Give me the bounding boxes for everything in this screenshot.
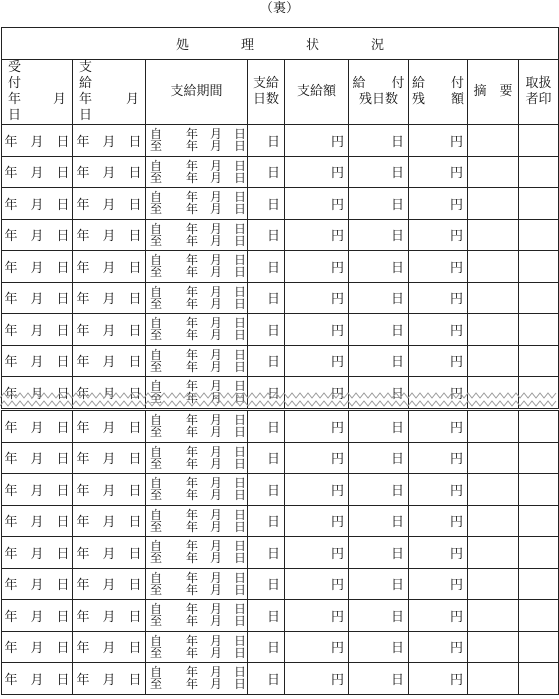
paid-date-cell[interactable]: 年 月 日 — [73, 345, 146, 377]
period-from-line: 自 年 月 日 — [150, 570, 247, 585]
period-cell[interactable] — [146, 663, 248, 695]
header-days — [248, 60, 285, 125]
days-cell[interactable]: 日 — [248, 314, 285, 346]
period-cell[interactable] — [146, 568, 248, 600]
amount-cell[interactable]: 円 — [285, 156, 349, 188]
handler-seal-cell[interactable] — [519, 505, 559, 537]
period-from-line: 自 年 月 日 — [150, 127, 247, 142]
remarks-cell[interactable] — [468, 505, 519, 537]
paid-date-cell[interactable]: 年 月 日 — [73, 219, 146, 251]
remaining-amount-cell[interactable]: 円 — [409, 537, 468, 569]
days-cell[interactable]: 日 — [248, 188, 285, 220]
period-to-line: 至 年 月 日 — [150, 456, 247, 471]
period-cell[interactable] — [146, 282, 248, 314]
table-row — [2, 219, 559, 251]
table-row — [2, 411, 559, 443]
paid-date-cell[interactable]: 年 月 日 — [73, 442, 146, 474]
period-from-line: 自 年 月 日 — [150, 253, 247, 268]
remaining-days-cell[interactable]: 日 — [349, 188, 409, 220]
header-paid-line1: 支 給 — [79, 60, 132, 91]
period-cell[interactable] — [146, 411, 248, 443]
period-to-line: 至 年 月 日 — [150, 582, 247, 597]
received-date-cell[interactable]: 年 月 日 — [2, 377, 73, 409]
table-row — [2, 282, 559, 314]
header-amount: 支給額 — [285, 60, 349, 125]
remaining-days-cell[interactable]: 日 — [349, 219, 409, 251]
remaining-days-cell[interactable]: 日 — [349, 568, 409, 600]
handler-seal-cell[interactable] — [519, 314, 559, 346]
received-date-cell[interactable]: 年 月 日 — [2, 251, 73, 283]
remarks-cell[interactable] — [468, 631, 519, 663]
remaining-amount-cell[interactable]: 円 — [409, 345, 468, 377]
amount-cell[interactable]: 円 — [285, 537, 349, 569]
received-date-cell[interactable]: 年 月 日 — [2, 219, 73, 251]
period-from-line: 自 年 月 日 — [150, 539, 247, 554]
remarks-cell[interactable] — [468, 345, 519, 377]
period-to-line: 至 年 月 日 — [150, 677, 247, 692]
period-to-line: 至 年 月 日 — [150, 139, 247, 154]
days-cell[interactable]: 日 — [248, 537, 285, 569]
period-to-line: 至 年 月 日 — [150, 328, 247, 343]
period-to-line: 至 年 月 日 — [150, 233, 247, 248]
remaining-days-cell[interactable]: 日 — [349, 663, 409, 695]
header-days-line1: 支給 — [252, 76, 279, 91]
received-date-cell[interactable]: 年 月 日 — [2, 537, 73, 569]
header-remaining-amount — [409, 60, 468, 125]
amount-cell[interactable]: 円 — [285, 442, 349, 474]
header-received-line2: 年 月 日 — [8, 92, 80, 123]
paid-date-cell[interactable]: 年 月 日 — [73, 411, 146, 443]
remaining-days-cell[interactable]: 日 — [349, 156, 409, 188]
header-received-line1: 受 付 — [8, 60, 61, 91]
header-handler-seal — [519, 60, 559, 125]
amount-cell[interactable]: 円 — [285, 125, 349, 157]
received-date-cell[interactable]: 年 月 日 — [2, 125, 73, 157]
header-paid-line2: 年 月 日 — [79, 92, 153, 123]
header-handler-line2: 者印 — [525, 92, 552, 107]
table-row — [2, 345, 559, 377]
table-row — [2, 474, 559, 506]
period-from-line: 自 年 月 日 — [150, 379, 247, 394]
period-from-line: 自 年 月 日 — [150, 158, 247, 173]
remarks-cell[interactable] — [468, 219, 519, 251]
paid-date-cell[interactable]: 年 月 日 — [73, 663, 146, 695]
paid-date-cell[interactable]: 年 月 日 — [73, 505, 146, 537]
period-from-line: 自 年 月 日 — [150, 476, 247, 491]
handler-seal-cell[interactable] — [519, 125, 559, 157]
remarks-cell[interactable] — [468, 442, 519, 474]
remaining-amount-cell[interactable]: 円 — [409, 125, 468, 157]
days-cell[interactable]: 日 — [248, 411, 285, 443]
remaining-days-cell[interactable]: 日 — [349, 377, 409, 409]
period-cell[interactable] — [146, 251, 248, 283]
processing-status-table-lower — [1, 410, 558, 695]
days-cell[interactable]: 日 — [248, 442, 285, 474]
table-row — [2, 568, 559, 600]
period-to-line: 至 年 月 日 — [150, 551, 247, 566]
amount-cell[interactable]: 円 — [285, 377, 349, 409]
period-to-line: 至 年 月 日 — [150, 391, 247, 406]
period-cell[interactable] — [146, 125, 248, 157]
period-cell[interactable] — [146, 505, 248, 537]
paid-date-cell[interactable]: 年 月 日 — [73, 251, 146, 283]
received-date-cell[interactable]: 年 月 日 — [2, 505, 73, 537]
remaining-days-cell[interactable]: 日 — [349, 600, 409, 632]
remarks-cell[interactable] — [468, 251, 519, 283]
received-date-cell[interactable]: 年 月 日 — [2, 156, 73, 188]
amount-cell[interactable]: 円 — [285, 251, 349, 283]
amount-cell[interactable]: 円 — [285, 631, 349, 663]
remarks-cell[interactable] — [468, 411, 519, 443]
handler-seal-cell[interactable] — [519, 411, 559, 443]
paid-date-cell[interactable]: 年 月 日 — [73, 377, 146, 409]
period-from-line: 自 年 月 日 — [150, 507, 247, 522]
table-row — [2, 537, 559, 569]
page-side-label: （裏） — [259, 1, 299, 16]
upper-rows — [2, 125, 559, 409]
table-row — [2, 251, 559, 283]
paid-date-cell[interactable]: 年 月 日 — [73, 537, 146, 569]
period-from-line: 自 年 月 日 — [150, 602, 247, 617]
paid-date-cell[interactable]: 年 月 日 — [73, 156, 146, 188]
table-row — [2, 600, 559, 632]
handler-seal-cell[interactable] — [519, 219, 559, 251]
header-remaining-amount-line2: 残 額 — [411, 92, 464, 107]
period-from-line: 自 年 月 日 — [150, 347, 247, 362]
days-cell[interactable]: 日 — [248, 631, 285, 663]
remaining-amount-cell[interactable]: 円 — [409, 219, 468, 251]
paid-date-cell[interactable]: 年 月 日 — [73, 631, 146, 663]
period-from-line: 自 年 月 日 — [150, 221, 247, 236]
days-cell[interactable]: 日 — [248, 219, 285, 251]
amount-cell[interactable]: 円 — [285, 219, 349, 251]
days-cell[interactable]: 日 — [248, 125, 285, 157]
table-row — [2, 663, 559, 695]
remarks-cell[interactable] — [468, 474, 519, 506]
amount-cell[interactable]: 円 — [285, 282, 349, 314]
period-to-line: 至 年 月 日 — [150, 170, 247, 185]
handler-seal-cell[interactable] — [519, 156, 559, 188]
received-date-cell[interactable]: 年 月 日 — [2, 411, 73, 443]
days-cell[interactable]: 日 — [248, 568, 285, 600]
period-to-line: 至 年 月 日 — [150, 488, 247, 503]
paid-date-cell[interactable]: 年 月 日 — [73, 125, 146, 157]
days-cell[interactable]: 日 — [248, 282, 285, 314]
handler-seal-cell[interactable] — [519, 600, 559, 632]
received-date-cell[interactable]: 年 月 日 — [2, 663, 73, 695]
days-cell[interactable]: 日 — [248, 505, 285, 537]
remaining-amount-cell[interactable]: 円 — [409, 282, 468, 314]
days-cell[interactable]: 日 — [248, 156, 285, 188]
header-received-date — [2, 60, 80, 125]
remaining-days-cell[interactable]: 日 — [349, 411, 409, 443]
table-row — [2, 314, 559, 346]
table-row — [2, 156, 559, 188]
remaining-amount-cell[interactable]: 円 — [409, 568, 468, 600]
table-row — [2, 125, 559, 157]
lower-rows — [2, 411, 559, 695]
amount-cell[interactable]: 円 — [285, 474, 349, 506]
received-date-cell[interactable]: 年 月 日 — [2, 442, 73, 474]
amount-cell[interactable]: 円 — [285, 663, 349, 695]
header-remaining-days-line2: 残日数 — [358, 92, 398, 107]
days-cell[interactable]: 日 — [248, 345, 285, 377]
paid-date-cell[interactable]: 年 月 日 — [73, 600, 146, 632]
period-to-line: 至 年 月 日 — [150, 645, 247, 660]
remarks-cell[interactable] — [468, 663, 519, 695]
period-cell[interactable] — [146, 156, 248, 188]
handler-seal-cell[interactable] — [519, 663, 559, 695]
remarks-cell[interactable] — [468, 568, 519, 600]
period-from-line: 自 年 月 日 — [150, 190, 247, 205]
table-row — [2, 631, 559, 663]
remaining-days-cell[interactable]: 日 — [349, 505, 409, 537]
remaining-days-cell[interactable]: 日 — [349, 251, 409, 283]
remaining-amount-cell[interactable]: 円 — [409, 474, 468, 506]
remaining-amount-cell[interactable]: 円 — [409, 631, 468, 663]
period-from-line: 自 年 月 日 — [150, 413, 247, 428]
header-remaining-amount-line1: 給 付 — [411, 76, 464, 91]
table-row — [2, 442, 559, 474]
days-cell[interactable]: 日 — [248, 251, 285, 283]
period-to-line: 至 年 月 日 — [150, 359, 247, 374]
remarks-cell[interactable] — [468, 537, 519, 569]
period-from-line: 自 年 月 日 — [150, 665, 247, 680]
received-date-cell[interactable]: 年 月 日 — [2, 188, 73, 220]
remaining-days-cell[interactable]: 日 — [349, 442, 409, 474]
remarks-cell[interactable] — [468, 314, 519, 346]
period-cell[interactable] — [146, 345, 248, 377]
amount-cell[interactable]: 円 — [285, 188, 349, 220]
remaining-amount-cell[interactable]: 円 — [409, 505, 468, 537]
remaining-amount-cell[interactable]: 円 — [409, 314, 468, 346]
handler-seal-cell[interactable] — [519, 537, 559, 569]
amount-cell[interactable]: 円 — [285, 411, 349, 443]
remaining-amount-cell[interactable]: 円 — [409, 251, 468, 283]
remaining-days-cell[interactable]: 日 — [349, 282, 409, 314]
remarks-cell[interactable] — [468, 282, 519, 314]
omission-break-line — [0, 389, 559, 410]
received-date-cell[interactable]: 年 月 日 — [2, 345, 73, 377]
period-cell[interactable] — [146, 219, 248, 251]
period-to-line: 至 年 月 日 — [150, 265, 247, 280]
remaining-amount-cell[interactable]: 円 — [409, 188, 468, 220]
received-date-cell[interactable]: 年 月 日 — [2, 600, 73, 632]
period-cell[interactable] — [146, 631, 248, 663]
handler-seal-cell[interactable] — [519, 345, 559, 377]
period-from-line: 自 年 月 日 — [150, 444, 247, 459]
received-date-cell[interactable]: 年 月 日 — [2, 631, 73, 663]
days-cell[interactable]: 日 — [248, 474, 285, 506]
remaining-days-cell[interactable]: 日 — [349, 345, 409, 377]
paid-date-cell[interactable]: 年 月 日 — [73, 568, 146, 600]
header-handler-line1: 取扱 — [525, 76, 552, 91]
period-to-line: 至 年 月 日 — [150, 202, 247, 217]
period-cell[interactable] — [146, 188, 248, 220]
amount-cell[interactable]: 円 — [285, 345, 349, 377]
remarks-cell[interactable] — [468, 125, 519, 157]
header-remaining-days-line1: 給 付 — [352, 76, 405, 91]
remaining-days-cell[interactable]: 日 — [349, 125, 409, 157]
remaining-amount-cell[interactable]: 円 — [409, 156, 468, 188]
table-title: 処 理 状 況 — [2, 28, 559, 60]
paid-date-cell[interactable]: 年 月 日 — [73, 474, 146, 506]
received-date-cell[interactable]: 年 月 日 — [2, 568, 73, 600]
handler-seal-cell[interactable] — [519, 442, 559, 474]
header-paid-date — [73, 60, 153, 125]
period-cell[interactable] — [146, 314, 248, 346]
remarks-cell[interactable] — [468, 600, 519, 632]
period-cell[interactable] — [146, 474, 248, 506]
remaining-amount-cell[interactable]: 円 — [409, 442, 468, 474]
amount-cell[interactable]: 円 — [285, 314, 349, 346]
remaining-amount-cell[interactable]: 円 — [409, 411, 468, 443]
period-cell[interactable] — [146, 537, 248, 569]
received-date-cell[interactable]: 年 月 日 — [2, 474, 73, 506]
handler-seal-cell[interactable] — [519, 188, 559, 220]
period-cell[interactable] — [146, 442, 248, 474]
remaining-days-cell[interactable]: 日 — [349, 314, 409, 346]
header-days-line2: 日数 — [252, 92, 279, 107]
header-period: 支給期間 — [146, 60, 248, 125]
remaining-days-cell[interactable]: 日 — [349, 631, 409, 663]
processing-status-table-upper — [1, 27, 558, 409]
remaining-days-cell[interactable]: 日 — [349, 537, 409, 569]
period-to-line: 至 年 月 日 — [150, 614, 247, 629]
handler-seal-cell[interactable] — [519, 474, 559, 506]
received-date-cell[interactable]: 年 月 日 — [2, 282, 73, 314]
amount-cell[interactable]: 円 — [285, 600, 349, 632]
header-remaining-days — [349, 60, 409, 125]
handler-seal-cell[interactable] — [519, 251, 559, 283]
handler-seal-cell[interactable] — [519, 282, 559, 314]
period-to-line: 至 年 月 日 — [150, 519, 247, 534]
amount-cell[interactable]: 円 — [285, 568, 349, 600]
period-from-line: 自 年 月 日 — [150, 633, 247, 648]
period-from-line: 自 年 月 日 — [150, 316, 247, 331]
header-remarks: 摘 要 — [468, 60, 519, 125]
period-from-line: 自 年 月 日 — [150, 284, 247, 299]
paid-date-cell[interactable]: 年 月 日 — [73, 314, 146, 346]
remaining-amount-cell[interactable]: 円 — [409, 663, 468, 695]
period-cell[interactable] — [146, 600, 248, 632]
paid-date-cell[interactable]: 年 月 日 — [73, 282, 146, 314]
period-to-line: 至 年 月 日 — [150, 296, 247, 311]
period-to-line: 至 年 月 日 — [150, 425, 247, 440]
paid-date-cell[interactable]: 年 月 日 — [73, 188, 146, 220]
remaining-days-cell[interactable]: 日 — [349, 474, 409, 506]
days-cell[interactable]: 日 — [248, 600, 285, 632]
handler-seal-cell[interactable] — [519, 568, 559, 600]
table-row — [2, 505, 559, 537]
days-cell[interactable]: 日 — [248, 663, 285, 695]
received-date-cell[interactable]: 年 月 日 — [2, 314, 73, 346]
handler-seal-cell[interactable] — [519, 631, 559, 663]
table-row — [2, 188, 559, 220]
days-cell[interactable]: 日 — [248, 377, 285, 409]
remarks-cell[interactable] — [468, 156, 519, 188]
remarks-cell[interactable] — [468, 188, 519, 220]
remaining-amount-cell[interactable]: 円 — [409, 377, 468, 409]
amount-cell[interactable]: 円 — [285, 505, 349, 537]
remaining-amount-cell[interactable]: 円 — [409, 600, 468, 632]
